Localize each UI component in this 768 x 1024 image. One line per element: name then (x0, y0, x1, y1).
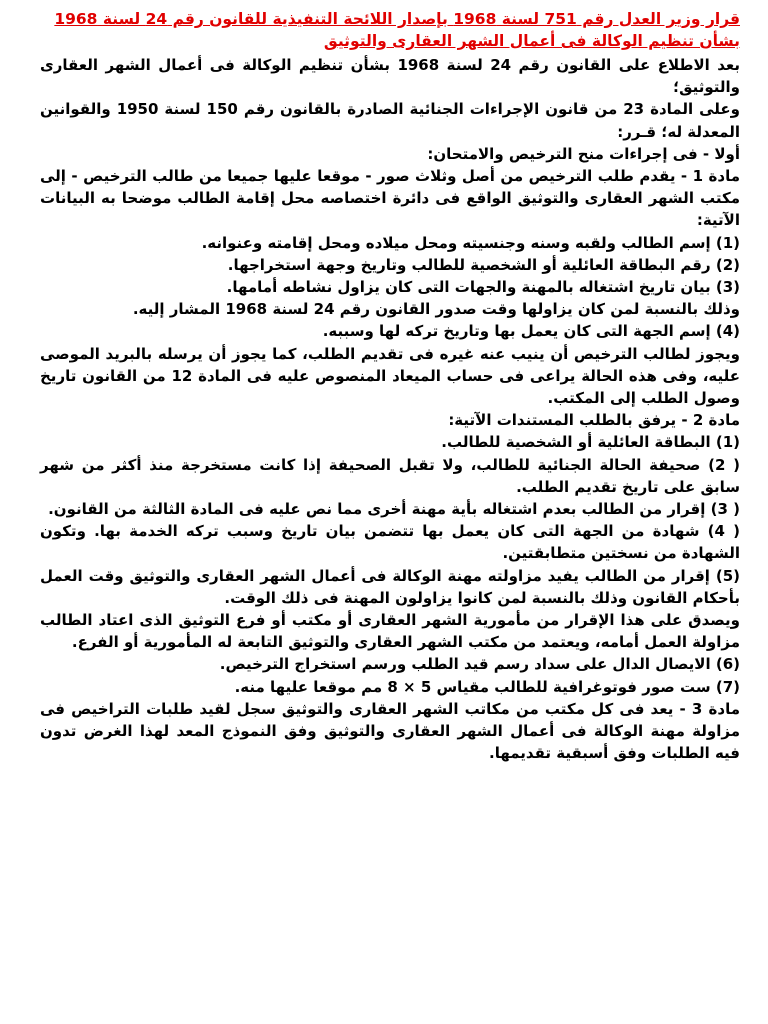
document-page (40, 8, 740, 765)
article-1-item-3: (3) بيان تاريخ اشتغاله بالمهنة والجهات التى كان يزاول نشاطه أمامها. (226, 278, 740, 297)
article-1-item-1: (1) إسم الطالب ولقبه وسنه وجنسيته ومحل ميلاده ومحل إقامته وعنوانه. (201, 233, 740, 252)
article-3: مادة 3 - يعد فى كل مكتب من مكاتب الشهر العقارى والتوثيق سجل لقيد طلبات التراخيص فى مزاولة مهنة الوكالة فى أعمال الشهر العقارى والتوثيق وفق النموذج المعد لهذا الغرض تدون فيه الطلبات وفق أسبقية تقديمها. (40, 699, 740, 763)
article-2-item-1: (1) البطاقة العائلية أو الشخصية للطالب. (441, 433, 740, 452)
title-line-1: قرار وزير العدل رقم 751 لسنة 1968 بإصدار اللائحة التنفيذية للقانون رقم 24 لسنة 1968 (54, 10, 740, 28)
preamble-article-23: وعلى المادة 23 من قانون الإجراءات الجنائية الصادرة بالقانون رقم 150 لسنة 1950 والقوانين المعدلة له؛ قـرر: (40, 100, 740, 141)
article-2-item-5: (5) إقرار من الطالب يفيد مزاولته مهنة الوكالة فى أعمال الشهر العقارى والتوثيق وقت العمل بأحكام القانون وذلك بالنسبة لمن كانوا يزاولون المهنة فى ذلك الوقت. (40, 566, 740, 607)
article-2-item-5-note: ويصدق على هذا الإقرار من مأمورية الشهر العقارى أو مكتب أو فرع التوثيق الذى اعتاد الطالب مزاولة العمل أمامه، ويعتمد من مكتب الشهر العقارى والتوثيق التابعة له المأمورية أو الفرع. (40, 611, 740, 652)
document-title (40, 8, 740, 52)
article-1-item-3-note: وذلك بالنسبة لمن كان يزاولها وقت صدور القانون رقم 24 لسنة 1968 المشار إليه. (132, 300, 740, 319)
article-1-proxy-note: ويجوز لطالب الترخيص أن ينيب عنه غيره فى تقديم الطلب، كما يجوز أن يرسله بالبريد الموصى عليه، وفى هذه الحالة يراعى فى حساب الميعاد المنصوص عليه فى المادة 12 من القانون تاريخ وصول الطلب إلى المكتب. (40, 344, 740, 408)
article-2-item-2: ( 2) صحيفة الحالة الجنائية للطالب، ولا تقبل الصحيفة إذا كانت مستخرجة منذ أكثر من شهر سابق على تاريخ تقديم الطلب. (40, 455, 741, 496)
article-2-item-7: (7) ست صور فوتوغرافية للطالب مقياس 5 × 8 مم موقعا عليها منه. (234, 677, 740, 696)
article-2-item-3: ( 3) إقرار من الطالب بعدم اشتغاله بأية مهنة أخرى مما نص عليه فى المادة الثالثة من القانون. (48, 500, 740, 519)
preamble-law-24: بعد الاطلاع على القانون رقم 24 لسنة 1968 بشأن تنظيم الوكالة فى أعمال الشهر العقارى والتوثيق؛ (40, 56, 740, 97)
article-2-item-4: ( 4) شهادة من الجهة التى كان يعمل بها تتضمن بيان تاريخ وسبب تركه الخدمة بها. وتكون الشهادة من نسختين متطابقتين. (40, 522, 741, 563)
section-heading-licensing: أولا - فى إجراءات منح الترخيص والامتحان: (427, 144, 740, 163)
article-1-item-4: (4) إسم الجهة التى كان يعمل بها وتاريخ تركه لها وسببه. (322, 322, 740, 341)
article-1: مادة 1 - يقدم طلب الترخيص من أصل وثلاث صور - موقعا عليها جميعا من طالب الترخيص - إلى مكتب الشهر العقارى والتوثيق الواقع فى دائرة اختصاصه محل إقامة الطالب موضحا به البيانات الآتية: (40, 167, 741, 230)
article-2-item-6: (6) الايصال الدال على سداد رسم قيد الطلب ورسم استخراج الترخيص. (219, 655, 740, 674)
title-line-2: بشأن تنظيم الوكالة فى أعمال الشهر العقارى والتوثيق (323, 32, 740, 50)
article-2: مادة 2 - يرفق بالطلب المستندات الآتية: (448, 411, 740, 430)
article-1-item-2: (2) رقم البطاقة العائلية أو الشخصية للطالب وتاريخ وجهة استخراجها. (227, 255, 740, 274)
